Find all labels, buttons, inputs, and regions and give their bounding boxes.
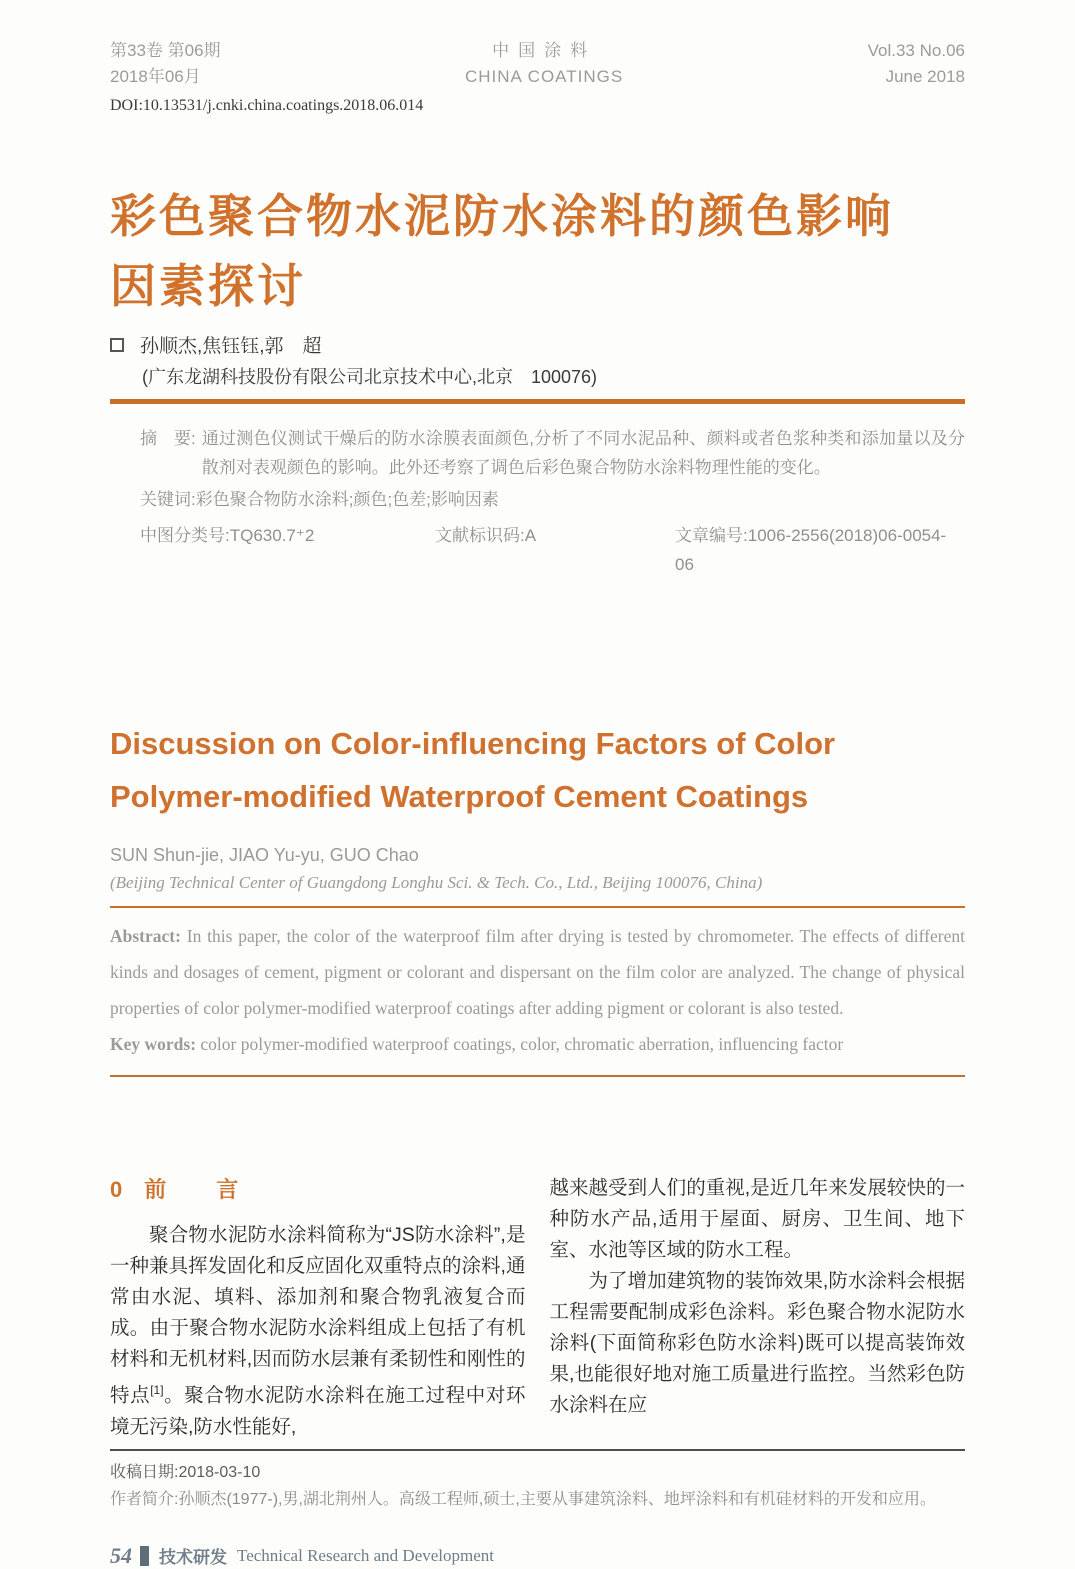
abstract-row-cn (140, 424, 965, 482)
article-title-en (110, 717, 965, 823)
issue-volume-cn: 第33卷 第06期 (110, 41, 221, 60)
article-title-cn: 彩色聚合物水泥防水涂料的颜色影响因素探讨 (110, 190, 894, 312)
doc-code-label: 文献标识码: (435, 526, 525, 545)
intro-section (110, 1173, 965, 1443)
article-id-value: 1006-2556(2018)06-0054-06 (675, 526, 947, 574)
bio-text: 孙顺杰(1977-),男,湖北荆州人。高级工程师,硕士,主要从事建筑涂料、地坪涂料和有机硅材料的开发和应用。 (178, 1490, 936, 1508)
classification-row (140, 521, 965, 579)
abstract-block-cn (110, 424, 965, 579)
document-code (435, 521, 675, 579)
intro-paragraph-right-2: 为了增加建筑物的装饰效果,防水涂料会根据工程需要配制成彩色涂料。彩色聚合物水泥防水涂料(下面简称彩色防水涂料)既可以提高装饰效果,也能很好地对施工质量进行监控。当然彩色防水涂料在应 (549, 1270, 965, 1416)
intro-paragraph-left (110, 1220, 526, 1443)
journal-header (110, 38, 965, 90)
header-journal-name (465, 38, 623, 90)
footnote-block (110, 1459, 965, 1513)
journal-name-en: CHINA COATINGS (464, 67, 624, 86)
article-id-label: 文章编号: (675, 526, 748, 545)
page-number: 54 (110, 1542, 132, 1568)
abstract-label-cn: 摘 要: (140, 429, 196, 448)
article-id (675, 521, 965, 579)
footer-bar-icon (140, 1546, 149, 1566)
clc-number (140, 521, 435, 579)
abstract-text-cn: 通过测色仪测试干燥后的防水涂膜表面颜色,分析了不同水泥品种、颜料或者色浆种类和添加量以及分散剂对表观颜色的影响。此外还考察了调色后彩色聚合物防水涂料物理性能的变化。 (201, 429, 965, 477)
affiliation-en: (Beijing Technical Center of Guangdong Longhu Sci. & Tech. Co., Ltd., Beijing 100076, China) (110, 873, 763, 892)
intro-right-column (550, 1173, 966, 1443)
keywords-row-en (110, 1026, 965, 1062)
authors-en: SUN Shun-jie, JIAO Yu-yu, GUO Chao (110, 845, 419, 865)
keywords-text-cn: 彩色聚合物防水涂料;颜色;色差;影响因素 (195, 490, 499, 509)
header-issue-en (868, 38, 965, 90)
authors-row-cn (110, 331, 965, 358)
section-title: 前 言 (144, 1177, 253, 1202)
article-title-en-line1: Discussion on Color-influencing Factors of Color (110, 726, 836, 761)
section-number: 0 (110, 1177, 123, 1202)
page-footer (110, 1543, 965, 1569)
received-label: 收稿日期: (110, 1463, 179, 1481)
authors-cn: 孙顺杰,焦钰钰,郭 超 (140, 336, 322, 357)
footnote-divider (110, 1449, 965, 1451)
issue-date-cn: 2018年06月 (110, 67, 201, 86)
doi-text: DOI:10.13531/j.cnki.china.coatings.2018.06.014 (110, 97, 424, 114)
bio-label: 作者简介: (110, 1490, 179, 1508)
author-square-icon (110, 338, 124, 352)
footer-section-cn: 技术研发 (159, 1548, 227, 1567)
keywords-label-en: Key words: (110, 1034, 197, 1054)
journal-name-cn: 中国涂料 (492, 41, 597, 60)
keywords-row-cn (140, 485, 965, 514)
footer-section-en: Technical Research and Development (237, 1545, 495, 1565)
abstract-label-en: Abstract: (110, 926, 181, 946)
clc-label: 中图分类号: (140, 526, 230, 545)
author-bio-line (110, 1486, 965, 1513)
article-title-en-line2: Polymer-modified Waterproof Cement Coatings (110, 779, 809, 814)
abstract-block-en (110, 918, 965, 1062)
keywords-text-en: color polymer-modified waterproof coatings, color, chromatic aberration, influencing factor (196, 1034, 844, 1054)
citation-ref-1: [1] (150, 1383, 164, 1397)
divider-orange-thick (110, 399, 965, 404)
journal-page (0, 38, 1075, 1569)
intro-left-text-pre: 聚合物水泥防水涂料简称为“JS防水涂料”,是一种兼具挥发固化和反应固化双重特点的涂料,通常由水泥、填料、添加剂和聚合物乳液复合而成。由于聚合物水泥防水涂料组成上包括了有机材料和无机材料,因而防水层兼有柔韧性和刚性的特点 (110, 1224, 526, 1407)
affiliation-cn: (广东龙湖科技股份有限公司北京技术中心,北京 100076) (142, 367, 598, 387)
header-issue-cn (110, 38, 221, 90)
section-heading (110, 1173, 526, 1204)
divider-orange-thin-bottom (110, 1075, 965, 1077)
divider-orange-thin-top (110, 906, 965, 908)
clc-value: TQ630.7⁺2 (229, 526, 315, 545)
intro-paragraph-right-1: 越来越受到人们的重视,是近几年来发展较快的一种防水产品,适用于屋面、厨房、卫生间、地下室、水池等区域的防水工程。 (549, 1177, 965, 1261)
issue-volume-en: Vol.33 No.06 (867, 41, 965, 60)
abstract-paragraph-en (110, 918, 965, 1026)
intro-left-column (110, 1173, 526, 1443)
abstract-text-en: In this paper, the color of the waterproof film after drying is tested by chromometer. The effects of different kinds and dosages of cement, pigment or colorant and dispersant on the film color are analyzed. The change of physical properties of color polymer-modified waterproof coatings after adding pigment or colorant is also tested. (110, 926, 965, 1018)
received-date-line (110, 1459, 965, 1486)
intro-left-text-post: 。聚合物水泥防水涂料在施工过程中对环境无污染,防水性能好, (110, 1384, 526, 1438)
keywords-label-cn: 关键词: (140, 490, 196, 509)
issue-date-en: June 2018 (885, 67, 965, 86)
doc-code-value: A (524, 526, 537, 545)
received-value: 2018-03-10 (178, 1463, 261, 1481)
